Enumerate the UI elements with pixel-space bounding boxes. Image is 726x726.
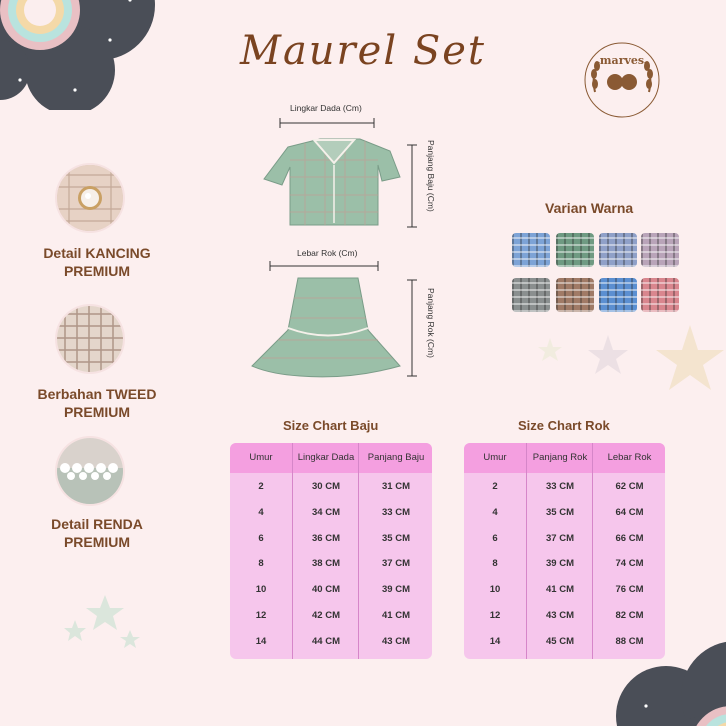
feature-line2: PREMIUM: [63, 263, 131, 279]
color-swatch: [512, 233, 550, 267]
feature-line2: PREMIUM: [63, 534, 131, 550]
table-cell: 74 CM: [615, 558, 644, 570]
table-cell: 12: [255, 610, 267, 621]
table-cell: 43 CM: [382, 635, 410, 647]
table-cell: 38 CM: [312, 558, 340, 570]
skirt-length-label: Panjang Rok (Cm): [426, 288, 436, 358]
color-swatch: [599, 278, 637, 312]
table-cell: 33 CM: [546, 481, 574, 492]
table-cell: 62 CM: [615, 481, 644, 492]
tweed-fabric-icon: [57, 306, 123, 372]
table-cell: 35 CM: [382, 532, 410, 544]
column-header: Panjang Baju: [367, 452, 425, 463]
size-chart-rok-table: [464, 443, 665, 659]
table-cell: 82 CM: [615, 610, 644, 621]
column-divider: [592, 443, 593, 659]
table-cell: 12: [489, 610, 501, 621]
table-cell: 45 CM: [546, 635, 574, 647]
table-cell: 39 CM: [382, 584, 410, 596]
table-cell: 37 CM: [546, 532, 574, 544]
color-swatch: [556, 278, 594, 312]
table-cell: 4: [492, 506, 498, 518]
color-swatch: [599, 233, 637, 267]
table-cell: 14: [489, 635, 501, 647]
table-cell: 14: [255, 635, 267, 647]
feature-tweed: [37, 385, 157, 421]
skirt-icon: [252, 278, 400, 377]
table-cell: 36 CM: [312, 532, 340, 544]
color-swatch: [556, 233, 594, 267]
lace-icon: [57, 438, 123, 504]
button-detail-thumb: [57, 165, 123, 231]
column-divider: [358, 443, 359, 659]
color-swatch: [641, 233, 679, 267]
table-cell: 44 CM: [312, 635, 340, 647]
top-garment-icon: [250, 115, 440, 235]
color-variant-title: Varian Warna: [545, 200, 634, 216]
table-cell: 41 CM: [382, 610, 410, 621]
column-header: Panjang Rok: [532, 452, 588, 463]
feature-line1: Detail RENDA: [51, 516, 143, 532]
table-cell: 41 CM: [546, 584, 574, 596]
table-cell: 34 CM: [312, 506, 340, 518]
table-cell: 64 CM: [615, 506, 644, 518]
table-cell: 39 CM: [546, 558, 574, 570]
table-cell: 4: [258, 506, 264, 518]
size-chart-baju-table: [230, 443, 432, 659]
table-cell: 10: [489, 584, 501, 596]
column-divider: [526, 443, 527, 659]
top-length-label: Panjang Baju (Cm): [426, 140, 436, 212]
table-cell: 10: [255, 584, 267, 596]
table-cell: 2: [492, 481, 498, 492]
table-cell: 76 CM: [615, 584, 644, 596]
color-swatch: [512, 278, 550, 312]
column-header: Lingkar Dada: [297, 452, 355, 463]
table-cell: 33 CM: [382, 506, 410, 518]
tweed-detail-thumb: [57, 306, 123, 372]
table-cell: 30 CM: [312, 481, 340, 492]
column-header: Lebar Rok: [607, 452, 652, 463]
size-chart-baju-title: Size Chart Baju: [283, 418, 379, 433]
pearl-button-icon: [57, 165, 123, 231]
table-cell: 6: [258, 532, 264, 544]
chest-label: Lingkar Dada (Cm): [290, 103, 362, 113]
page-title: Maurel Set: [239, 28, 486, 74]
feature-line2: PREMIUM: [63, 404, 131, 420]
column-header: Umur: [483, 452, 507, 463]
table-cell: 6: [492, 532, 498, 544]
feature-button: [37, 244, 157, 280]
table-cell: 2: [258, 481, 264, 492]
column-divider: [292, 443, 293, 659]
feature-lace: [37, 515, 157, 551]
color-swatch: [641, 278, 679, 312]
table-cell: 37 CM: [382, 558, 410, 570]
feature-line1: Detail KANCING: [43, 245, 151, 261]
brand-logo-icon: [583, 40, 661, 120]
table-cell: 88 CM: [615, 635, 644, 647]
table-cell: 40 CM: [312, 584, 340, 596]
table-cell: 31 CM: [382, 481, 410, 492]
feature-line1: Berbahan TWEED: [37, 386, 157, 402]
size-chart-rok-title: Size Chart Rok: [518, 418, 610, 433]
table-cell: 8: [258, 558, 264, 570]
table-cell: 43 CM: [546, 610, 574, 621]
skirt-width-label: Lebar Rok (Cm): [297, 248, 358, 258]
lace-detail-thumb: [57, 438, 123, 504]
column-header: Umur: [249, 452, 273, 463]
table-cell: 8: [492, 558, 498, 570]
star-decoration-icon: [60, 590, 150, 660]
brand-logo-text: marves: [599, 54, 645, 67]
star-decoration-icon: [530, 320, 726, 410]
table-cell: 35 CM: [546, 506, 574, 518]
table-cell: 42 CM: [312, 610, 340, 621]
table-cell: 66 CM: [615, 532, 644, 544]
